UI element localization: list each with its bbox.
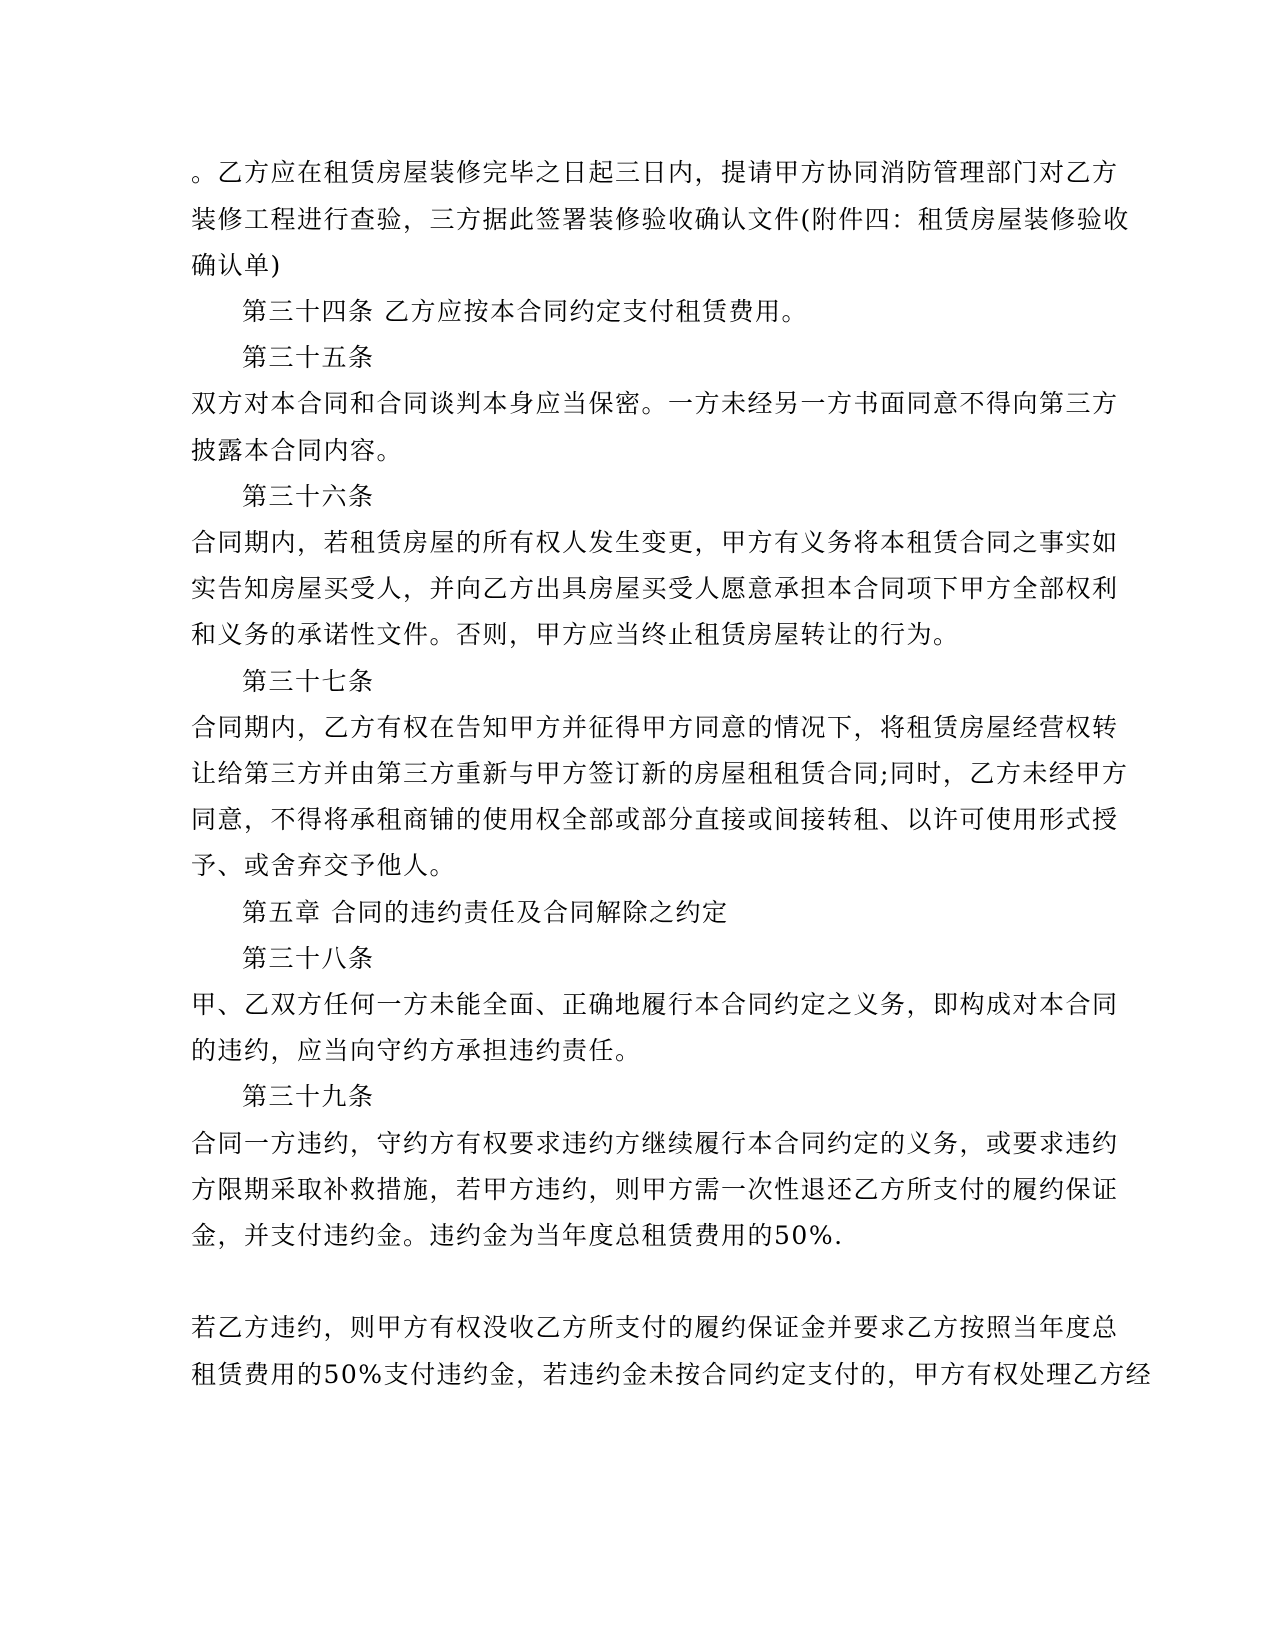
text-line: 金，并支付违约金。违约金为当年度总租赁费用的50%. <box>191 1221 844 1250</box>
text-line: 合同一方违约，守约方有权要求违约方继续履行本合同约定的义务，或要求违约 <box>191 1129 1119 1158</box>
text-line: 租赁费用的50%支付违约金，若违约金未按合同约定支付的，甲方有权处理乙方经 <box>191 1360 1153 1389</box>
text-line: 合同期内，乙方有权在告知甲方并征得甲方同意的情况下，将租赁房屋经营权转 <box>191 713 1119 742</box>
text-line: 装修工程进行查验，三方据此签署装修验收确认文件(附件四：租赁房屋装修验收 <box>191 205 1130 234</box>
article-heading: 第三十九条 <box>242 1082 375 1111</box>
chapter-heading: 第五章 合同的违约责任及合同解除之约定 <box>242 898 729 927</box>
text-line: 和义务的承诺性文件。否则，甲方应当终止租赁房屋转让的行为。 <box>191 620 960 649</box>
text-line: 让给第三方并由第三方重新与甲方签订新的房屋租租赁合同;同时，乙方未经甲方 <box>191 759 1129 788</box>
text-line: 予、或舍弃交予他人。 <box>191 851 457 880</box>
text-line: 实告知房屋买受人，并向乙方出具房屋买受人愿意承担本合同项下甲方全部权利 <box>191 574 1119 603</box>
text-line: 披露本合同内容。 <box>191 436 404 465</box>
article-heading: 第三十六条 <box>242 482 375 511</box>
article-heading: 第三十七条 <box>242 667 375 696</box>
text-line: 方限期采取补救措施，若甲方违约，则甲方需一次性退还乙方所支付的履约保证 <box>191 1175 1119 1204</box>
text-line: 。乙方应在租赁房屋装修完毕之日起三日内，提请甲方协同消防管理部门对乙方 <box>191 158 1119 187</box>
text-line: 若乙方违约，则甲方有权没收乙方所支付的履约保证金并要求乙方按照当年度总 <box>191 1313 1119 1342</box>
article-heading: 第三十五条 <box>242 343 375 372</box>
text-line: 同意，不得将承租商铺的使用权全部或部分直接或间接转租、以许可使用形式授 <box>191 805 1119 834</box>
text-line: 甲、乙双方任何一方未能全面、正确地履行本合同约定之义务，即构成对本合同 <box>191 990 1119 1019</box>
article-heading: 第三十八条 <box>242 944 375 973</box>
text-line: 合同期内，若租赁房屋的所有权人发生变更，甲方有义务将本租赁合同之事实如 <box>191 528 1119 557</box>
text-line: 双方对本合同和合同谈判本身应当保密。一方未经另一方书面同意不得向第三方 <box>191 389 1119 418</box>
text-line: 确认单) <box>191 251 282 280</box>
text-line: 的违约，应当向守约方承担违约责任。 <box>191 1036 642 1065</box>
article-heading: 第三十四条 乙方应按本合同约定支付租赁费用。 <box>242 297 808 326</box>
